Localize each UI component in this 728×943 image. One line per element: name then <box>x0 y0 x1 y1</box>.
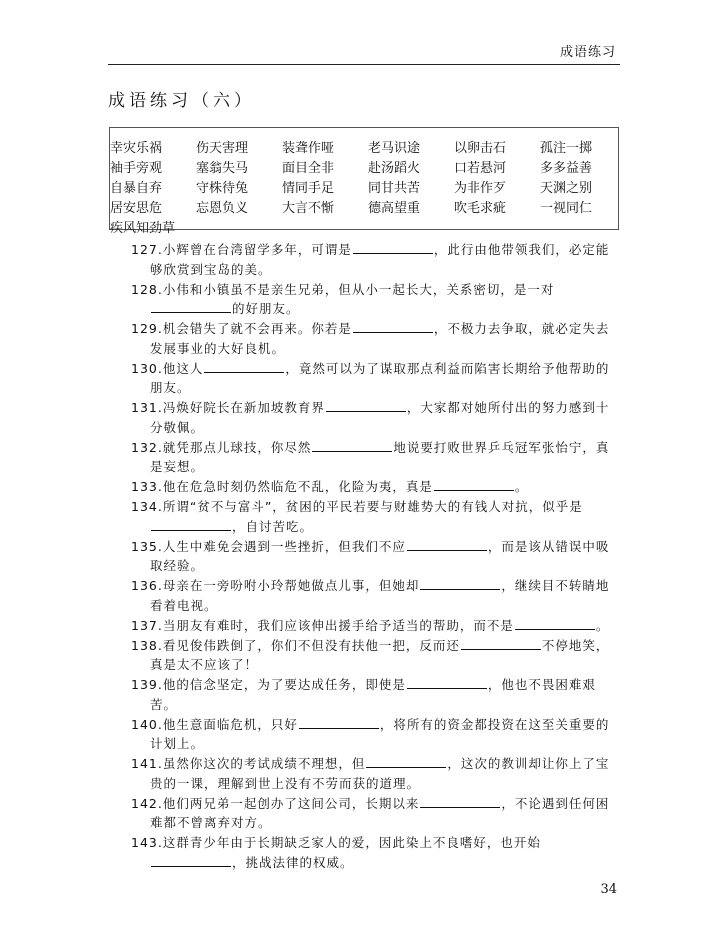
question-item <box>131 537 621 576</box>
question-text-after: ，继续目不转睛地看着电视。 <box>150 578 610 613</box>
answer-blank[interactable] <box>434 478 514 491</box>
question-item <box>131 280 621 319</box>
idiom-item: 忘恩负义 <box>196 201 249 216</box>
question-number: 141. <box>131 756 163 771</box>
idiom-item: 一视同仁 <box>540 201 593 216</box>
answer-blank[interactable] <box>353 241 433 254</box>
idiom-item: 孤注一掷 <box>540 141 593 156</box>
idiom-item: 自暴自弃 <box>110 181 163 196</box>
answer-blank[interactable] <box>407 538 487 551</box>
idiom-item: 同甘共苦 <box>368 181 421 196</box>
idiom-item: 情同手足 <box>282 181 335 196</box>
question-text-before: 母亲在一旁吩咐小玲帮她做点儿事，但她却 <box>162 578 420 593</box>
question-text-before: 他的信念坚定，为了要达成任务，即使是 <box>162 677 406 692</box>
question-item <box>131 754 621 793</box>
idiom-item: 赴汤蹈火 <box>368 161 421 176</box>
question-number: 134. <box>131 499 163 514</box>
question-text-after: 。 <box>595 617 610 633</box>
question-item <box>131 833 621 872</box>
question-item <box>131 319 621 358</box>
answer-blank[interactable] <box>151 854 231 867</box>
question-text-before: 冯焕好院长在新加坡教育界 <box>162 400 325 415</box>
idiom-item: 幸灾乐祸 <box>110 141 163 156</box>
question-text-before: 他在危急时刻仍然临危不乱，化险为夷，真是 <box>162 479 433 494</box>
page-number: 34 <box>600 882 617 897</box>
question-text-after: ，挑战法律的权威。 <box>232 854 354 870</box>
question-item <box>131 675 621 714</box>
idiom-item: 老马识途 <box>368 141 421 156</box>
question-number: 143. <box>131 835 163 850</box>
idiom-item: 吹毛求疵 <box>454 201 507 216</box>
question-text-after: ，而是该从错误中吸取经验。 <box>150 538 610 573</box>
question-text-before: 小辉曾在台湾留学多年，可谓是 <box>162 242 352 257</box>
question-text-after: ，大家都对她所付出的努力感到十分敬佩。 <box>150 400 610 435</box>
question-number: 139. <box>131 677 163 692</box>
question-item <box>131 715 621 754</box>
question-text-before: 人生中难免会遇到一些挫折，但我们不应 <box>162 538 406 554</box>
question-item <box>131 497 621 536</box>
idiom-item: 装聋作哑 <box>282 141 335 156</box>
question-text-before: 他这人 <box>162 360 204 376</box>
question-item <box>131 616 621 636</box>
question-text-before: 看见俊伟跌倒了，你们不但没有扶他一把，反而还 <box>162 637 460 653</box>
idiom-item: 塞翁失马 <box>196 161 249 176</box>
question-number: 129. <box>131 321 163 336</box>
question-item <box>131 477 621 497</box>
question-text-after: ，此行由他带领我们，必定能够欣赏到宝岛的美。 <box>150 242 610 277</box>
question-text-after: ，他也不畏困难艰苦。 <box>150 677 596 712</box>
idiom-item: 大言不惭 <box>282 201 335 216</box>
question-number: 135. <box>131 538 163 554</box>
question-text-after: ，不论遇到任何困难都不曾离弃对方。 <box>150 795 610 830</box>
question-number: 137. <box>131 617 163 633</box>
answer-blank[interactable] <box>366 755 446 768</box>
question-text-before: 所谓“贫不与富斗”，贫困的平民若要与财雄势大的有钱人对抗，似乎是 <box>162 499 583 514</box>
question-text-after: ，自讨苦吃。 <box>232 518 314 534</box>
question-number: 138. <box>131 637 163 653</box>
question-text-before: 机会错失了就不会再来。你若是 <box>162 321 352 336</box>
idiom-grid <box>110 140 630 238</box>
question-number: 136. <box>131 578 163 593</box>
question-item <box>131 359 621 398</box>
question-number: 131. <box>131 400 163 415</box>
answer-blank[interactable] <box>326 399 406 412</box>
answer-blank[interactable] <box>353 320 433 333</box>
question-text-after: 不停地笑，真是太不应该了！ <box>150 637 610 672</box>
answer-blank[interactable] <box>151 518 231 531</box>
question-item <box>131 794 621 833</box>
question-text-after: ，将所有的资金都投资在这至关重要的计划上。 <box>150 716 610 751</box>
question-number: 130. <box>131 360 163 376</box>
idiom-item: 口若悬河 <box>454 161 507 176</box>
question-text-before: 小伟和小镇虽不是亲生兄弟，但从小一起长大，关系密切，是一对 <box>162 281 555 297</box>
question-text-before: 虽然你这次的考试成绩不理想，但 <box>162 756 366 771</box>
question-text-after: ，这次的教训却让你上了宝贵的一课，理解到世上没有不劳而获的道理。 <box>150 756 610 791</box>
question-text-after: 。 <box>514 479 529 494</box>
question-list <box>131 240 621 873</box>
question-number: 128. <box>131 281 163 297</box>
idiom-item: 疾风知劲草 <box>110 221 176 236</box>
answer-blank[interactable] <box>515 617 595 630</box>
idiom-item: 天渊之别 <box>540 181 593 196</box>
question-number: 127. <box>131 242 163 257</box>
question-text-after: ，不极力去争取，就必定失去发展事业的大好良机。 <box>150 321 610 356</box>
answer-blank[interactable] <box>151 300 231 313</box>
header-rule <box>108 64 620 65</box>
question-text-before: 他们两兄弟一起创办了这间公司，长期以来 <box>162 795 420 811</box>
section-title: 成语练习（六） <box>108 91 255 111</box>
header-title: 成语练习 <box>559 45 616 60</box>
idiom-item: 守株待兔 <box>196 181 249 196</box>
question-item <box>131 240 621 279</box>
idiom-item: 伤天害理 <box>196 141 249 156</box>
question-item <box>131 438 621 477</box>
question-text-before: 这群青少年由于长期缺乏家人的爱，因此染上不良嗜好，也开始 <box>162 835 541 850</box>
question-number: 133. <box>131 479 163 494</box>
answer-blank[interactable] <box>299 716 379 729</box>
question-text-before: 就凭那点儿球技，你尽然 <box>162 439 312 455</box>
question-text-after: 地说要打败世界乒乓冠军张怡宁，真是妄想。 <box>150 439 610 474</box>
idiom-item: 以卵击石 <box>454 141 507 156</box>
answer-blank[interactable] <box>461 637 541 650</box>
idiom-item: 居安思危 <box>110 201 163 216</box>
answer-blank[interactable] <box>312 439 392 452</box>
answer-blank[interactable] <box>407 676 487 689</box>
question-item <box>131 576 621 615</box>
question-text-before: 他生意面临危机，只好 <box>162 716 298 732</box>
idiom-item: 面目全非 <box>282 161 335 176</box>
question-item <box>131 636 621 675</box>
question-text-after: 的好朋友。 <box>232 301 300 316</box>
question-item <box>131 398 621 437</box>
answer-blank[interactable] <box>420 795 500 808</box>
question-number: 142. <box>131 795 163 811</box>
question-number: 132. <box>131 439 163 455</box>
answer-blank[interactable] <box>420 577 500 590</box>
idiom-item: 德高望重 <box>368 201 421 216</box>
idiom-item: 为非作歹 <box>454 181 507 196</box>
idiom-item: 多多益善 <box>540 161 593 176</box>
question-text-after: ，竟然可以为了谋取那点利益而陷害长期给予他帮助的朋友。 <box>150 360 610 395</box>
question-number: 140. <box>131 716 163 732</box>
question-text-before: 当朋友有难时，我们应该伸出援手给予适当的帮助，而不是 <box>162 617 514 633</box>
idiom-item: 袖手旁观 <box>110 161 163 176</box>
answer-blank[interactable] <box>204 360 284 373</box>
